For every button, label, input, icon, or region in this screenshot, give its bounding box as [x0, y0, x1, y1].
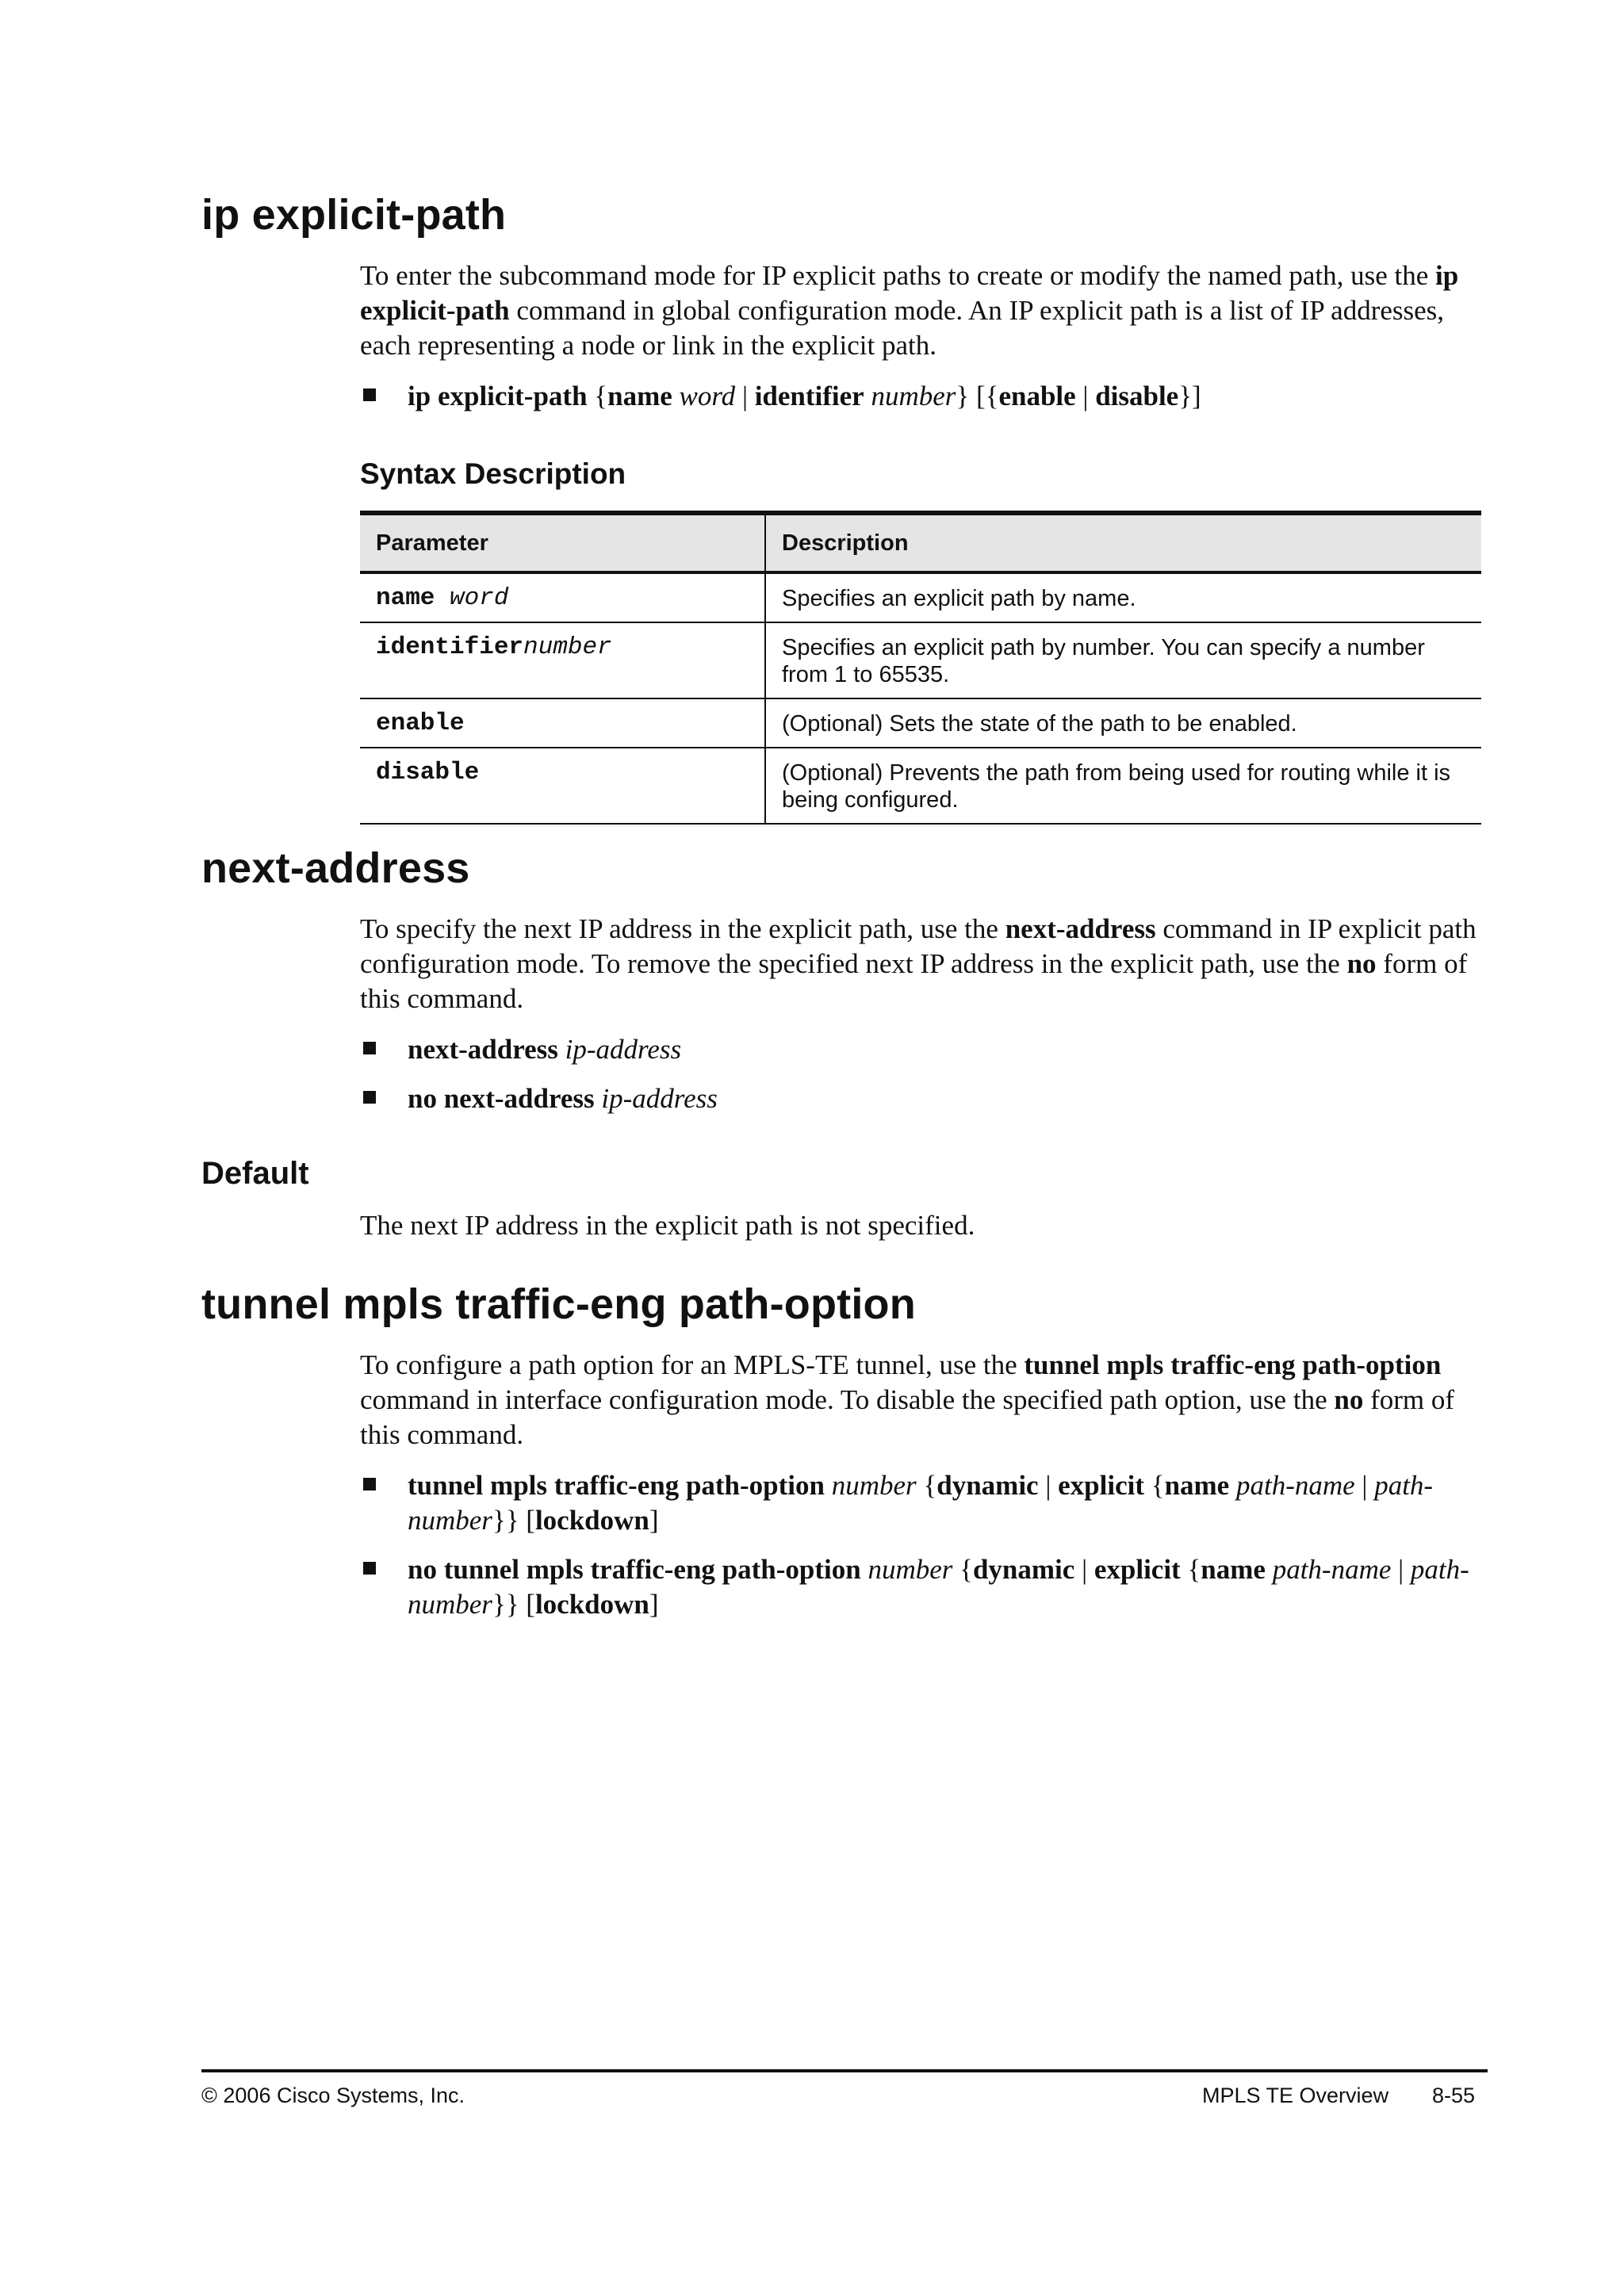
bold-text-run: tunnel mpls traffic-eng path-option [1024, 1349, 1442, 1380]
text-run [1229, 1470, 1236, 1501]
bullet-square-icon [363, 1478, 376, 1490]
bullet-square-icon [363, 388, 376, 401]
footer-rule [201, 2069, 1488, 2072]
text-run: command in global configuration mode. An IP explicit path is a list of IP addresses, each representing a node or link in the explicit path. [360, 295, 1445, 361]
text-run: To specify the next IP address in the explicit path, use the [360, 913, 1005, 944]
column-header-parameter: Parameter [360, 513, 765, 572]
bold-text-run: dynamic [972, 1554, 1075, 1585]
param-keyword: disable [376, 759, 480, 786]
text-run: form of this command. [360, 948, 1468, 1014]
tunnel-path-option-description [360, 1348, 1486, 1452]
text-run: | [1354, 1470, 1375, 1501]
syntax-description-table [360, 511, 1481, 825]
text-run: }} [ [492, 1589, 535, 1620]
param-cell [360, 572, 765, 622]
syntax-line [408, 1081, 1486, 1116]
bullet-square-icon [363, 1042, 376, 1054]
param-keyword: enable [376, 710, 465, 737]
syntax-line [408, 1468, 1486, 1538]
next-address-description [360, 912, 1486, 1016]
param-cell [360, 698, 765, 748]
bold-text-run: disable [1095, 381, 1179, 411]
italic-text-run: ip-address [565, 1034, 682, 1065]
ip-explicit-path-description [360, 258, 1486, 363]
no-next-address-syntax-bullet [360, 1081, 1486, 1116]
syntax-description-heading: Syntax Description [360, 457, 626, 490]
next-address-syntax-bullet [360, 1032, 1486, 1067]
param-argument: word [450, 584, 509, 612]
text-run [1266, 1554, 1273, 1585]
section-title-ip-explicit-path: ip explicit-path [201, 191, 507, 239]
text-run: ] [649, 1505, 659, 1536]
table-row [360, 748, 1481, 824]
text-run: | [1038, 1470, 1059, 1501]
text-run: command in interface configuration mode. To disable the specified path option, use the [360, 1384, 1335, 1415]
text-run: To configure a path option for an MPLS-TE tunnel, use the [360, 1349, 1025, 1380]
desc-cell: (Optional) Prevents the path from being used for routing while it is being configured. [765, 748, 1481, 824]
bold-text-run: next-address [408, 1034, 558, 1065]
bold-text-run: dynamic [936, 1470, 1039, 1501]
bold-text-run: ip explicit-path [360, 260, 1459, 326]
bold-text-run: enable [998, 381, 1076, 411]
section-title-tunnel-path-option: tunnel mpls traffic-eng path-option [201, 1280, 916, 1328]
table-row [360, 698, 1481, 748]
bold-text-run: name [607, 381, 672, 411]
bullet-square-icon [363, 1562, 376, 1575]
italic-text-run: ip-address [601, 1083, 718, 1114]
italic-text-run: path-number [408, 1554, 1469, 1620]
table-row [360, 622, 1481, 698]
text-run: { [1144, 1470, 1165, 1501]
text-run: ] [649, 1589, 659, 1620]
text-run: | [735, 381, 755, 411]
syntax-line [408, 1032, 1486, 1067]
no-tunnel-path-option-syntax-bullet [360, 1552, 1486, 1622]
italic-text-run: path-name [1235, 1470, 1355, 1501]
italic-text-run: number [871, 381, 956, 411]
param-keyword: identifier [376, 633, 524, 661]
text-run: { [587, 381, 608, 411]
param-argument: number [523, 633, 612, 661]
text-run [558, 1034, 565, 1065]
param-keyword: name [376, 584, 435, 612]
text-run: { [916, 1470, 937, 1501]
text-run: }} [ [492, 1505, 535, 1536]
tunnel-path-option-syntax-bullet [360, 1468, 1486, 1538]
text-run: { [1180, 1554, 1201, 1585]
bold-text-run: no next-address [408, 1083, 595, 1114]
bold-text-run: name [1201, 1554, 1266, 1585]
param-cell [360, 622, 765, 698]
text-run: form of this command. [360, 1384, 1455, 1450]
desc-cell: (Optional) Sets the state of the path to be enabled. [765, 698, 1481, 748]
text-run: To enter the subcommand mode for IP explicit paths to create or modify the named path, use the [360, 260, 1435, 291]
bold-text-run: lockdown [534, 1505, 649, 1536]
italic-text-run: path-number [408, 1470, 1434, 1536]
bold-text-run: ip explicit-path [408, 381, 588, 411]
default-heading: Default [201, 1156, 309, 1191]
bold-text-run: no tunnel mpls traffic-eng path-option [408, 1554, 861, 1585]
bold-text-run: name [1164, 1470, 1230, 1501]
syntax-line [408, 379, 1486, 414]
desc-cell: Specifies an explicit path by name. [765, 572, 1481, 622]
text-run: | [1075, 381, 1096, 411]
desc-cell: Specifies an explicit path by number. You can specify a number from 1 to 65535. [765, 622, 1481, 698]
italic-text-run: path-name [1272, 1554, 1392, 1585]
bold-text-run: explicit [1058, 1470, 1144, 1501]
text-run: command in IP explicit path configuration mode. To remove the specified next IP address in the explicit path, use the [360, 913, 1477, 979]
ip-explicit-path-syntax-bullet [360, 379, 1486, 414]
text-run: }] [1178, 381, 1201, 411]
footer-doc-title: MPLS TE Overview [1202, 2084, 1389, 2107]
default-text: The next IP address in the explicit path is not specified. [360, 1210, 975, 1241]
bold-text-run: tunnel mpls traffic-eng path-option [408, 1470, 825, 1501]
footer-page-number: 8-55 [1432, 2084, 1476, 2107]
bold-text-run: next-address [1005, 913, 1156, 944]
bold-text-run: explicit [1094, 1554, 1181, 1585]
text-run: | [1074, 1554, 1094, 1585]
text-run: { [952, 1554, 973, 1585]
text-run [672, 381, 680, 411]
bullet-square-icon [363, 1091, 376, 1104]
text-run: | [1391, 1554, 1411, 1585]
table-row [360, 572, 1481, 622]
italic-text-run: number [831, 1470, 917, 1501]
bold-text-run: no [1334, 1384, 1364, 1415]
italic-text-run: word [679, 381, 736, 411]
footer-copyright: © 2006 Cisco Systems, Inc. [201, 2084, 465, 2107]
syntax-line [408, 1552, 1486, 1622]
table-header-row [360, 513, 1481, 572]
section-title-next-address: next-address [201, 844, 470, 892]
text-run: } [{ [956, 381, 999, 411]
bold-text-run: identifier [754, 381, 864, 411]
italic-text-run: number [868, 1554, 953, 1585]
bold-text-run: lockdown [534, 1589, 649, 1620]
param-cell [360, 748, 765, 824]
bold-text-run: no [1346, 948, 1377, 979]
column-header-description: Description [765, 513, 1481, 572]
text-run [825, 1470, 832, 1501]
